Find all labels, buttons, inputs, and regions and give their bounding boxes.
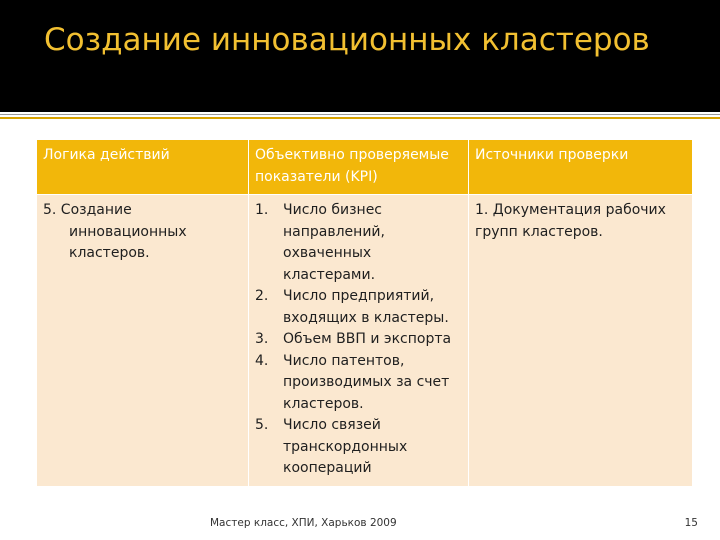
table-header-row bbox=[37, 140, 693, 195]
list-number: 2. bbox=[255, 288, 269, 304]
list-number: 5. bbox=[255, 417, 269, 433]
divider-line bbox=[0, 114, 720, 115]
header-logic: Логика действий bbox=[37, 140, 249, 195]
indicator-list bbox=[255, 200, 462, 480]
list-item bbox=[255, 286, 462, 329]
divider-accent-line bbox=[0, 117, 720, 119]
page-number: 15 bbox=[684, 517, 698, 529]
footer-text: Мастер класс, ХПИ, Харьков 2009 bbox=[210, 517, 397, 529]
list-number: 3. bbox=[255, 331, 269, 347]
header-sources: Источники проверки bbox=[469, 140, 693, 195]
indicator-text: Объем ВВП и экспорта bbox=[283, 331, 452, 347]
indicator-text: Число предприятий, входящих в кластеры. bbox=[283, 288, 449, 326]
list-item bbox=[255, 415, 462, 480]
table-row bbox=[37, 195, 693, 487]
goal-text: 5. Создание инновационных кластеров. bbox=[43, 202, 187, 261]
header-kpi: Объективно проверяемые показатели (KPI) bbox=[249, 140, 469, 195]
indicator-text: Число бизнес направлений, охваченных кластерами. bbox=[283, 202, 385, 283]
slide-title: Создание инновационных кластеров bbox=[44, 22, 650, 58]
logframe-table bbox=[36, 139, 693, 487]
indicator-text: Число связей транскордонных коопераций bbox=[283, 417, 408, 476]
list-item bbox=[255, 351, 462, 416]
list-item bbox=[255, 329, 462, 351]
cell-indicators bbox=[249, 195, 469, 487]
indicator-text: Число патентов, производимых за счет кластеров. bbox=[283, 352, 450, 412]
list-item bbox=[255, 200, 462, 286]
list-number: 4. bbox=[255, 352, 269, 369]
cell-goal bbox=[37, 195, 249, 487]
list-number: 1. bbox=[255, 202, 269, 218]
title-band bbox=[0, 0, 720, 112]
cell-sources: 1. Документация рабочих групп кластеров. bbox=[469, 195, 693, 487]
